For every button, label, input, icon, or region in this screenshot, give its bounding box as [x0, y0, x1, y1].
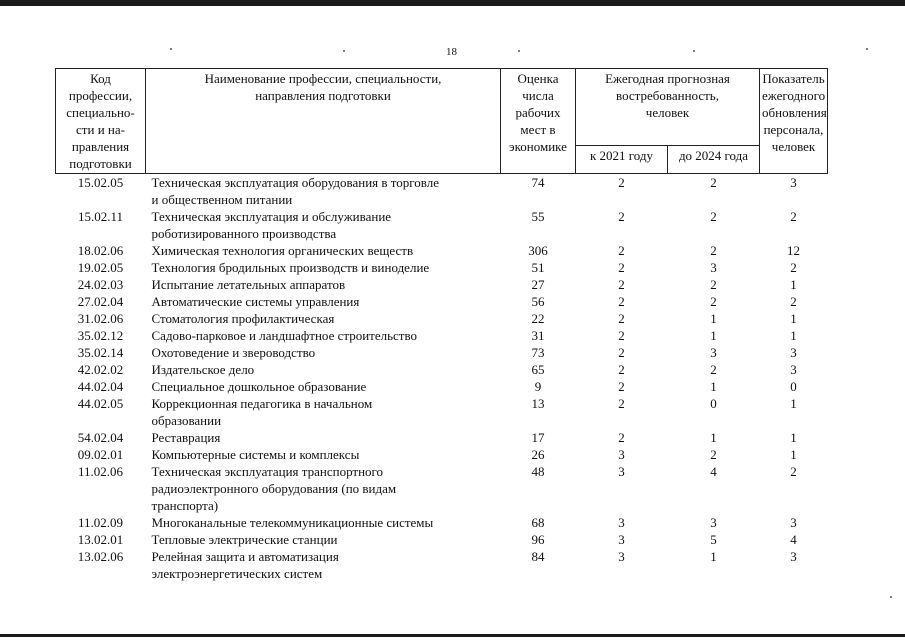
scan-speck — [866, 48, 868, 50]
header-line: подготовки — [69, 156, 132, 171]
row-demand-2021-cell: 3 — [618, 515, 625, 530]
table-row — [56, 276, 828, 293]
row-renewal-cell: 1 — [790, 396, 797, 411]
row-name-line: электроэнергетических систем — [151, 566, 323, 581]
row-name-line: образовании — [151, 413, 222, 428]
header-renewal — [760, 69, 828, 174]
row-code-cell: 24.02.03 — [77, 277, 124, 292]
row-name-cell: Автоматические системы управления — [151, 294, 360, 309]
row-name-line: транспорта) — [151, 498, 219, 513]
row-renewal-cell: 2 — [790, 260, 797, 275]
row-code-cell: 11.02.06 — [77, 464, 124, 479]
row-demand-2024-cell: 2 — [710, 277, 717, 292]
row-renewal-cell: 1 — [790, 430, 797, 445]
row-demand-2021-cell: 2 — [618, 311, 625, 326]
header-line: Код — [90, 71, 111, 86]
row-name-line: и общественном питании — [151, 192, 293, 207]
row-code-cell: 18.02.06 — [77, 243, 124, 258]
table-row — [56, 395, 828, 429]
row-demand-2024-cell: 3 — [710, 345, 717, 360]
row-demand-2024-cell: 1 — [710, 311, 717, 326]
row-demand-2021-cell: 2 — [618, 209, 625, 224]
row-estimate-cell: 68 — [531, 515, 545, 530]
header-code — [56, 69, 146, 174]
header-line: специально- — [66, 105, 135, 120]
header-line: человек — [645, 105, 690, 120]
table-row — [56, 174, 828, 209]
row-name-cell: Испытание летательных аппаратов — [151, 277, 346, 292]
header-line: правления — [71, 139, 130, 154]
table-body — [56, 174, 828, 583]
row-demand-2024-cell: 3 — [710, 260, 717, 275]
header-line: направления подготовки — [255, 88, 391, 103]
header-to-2024: до 2024 года — [668, 145, 760, 173]
row-estimate-cell: 22 — [531, 311, 545, 326]
table-row — [56, 378, 828, 395]
table-row — [56, 531, 828, 548]
row-renewal-cell: 1 — [790, 277, 797, 292]
table-row — [56, 463, 828, 514]
row-demand-2021-cell: 2 — [618, 345, 625, 360]
row-code-cell: 27.02.04 — [77, 294, 124, 309]
row-code-cell: 44.02.04 — [77, 379, 124, 394]
header-line: Ежегодная прогнозная — [605, 71, 730, 86]
row-renewal-cell: 4 — [790, 532, 797, 547]
row-renewal-cell: 1 — [790, 447, 797, 462]
row-name-cell: Специальное дошкольное образование — [151, 379, 367, 394]
row-demand-2024-cell: 2 — [710, 362, 717, 377]
header-line: числа — [522, 88, 554, 103]
row-name-line: Техническая эксплуатация оборудования в торговле — [151, 175, 440, 190]
row-name-line: Коррекционная педагогика в начальном — [151, 396, 373, 411]
page-number: 18 — [446, 46, 457, 58]
row-renewal-cell: 2 — [790, 464, 797, 479]
row-name-line: радиоэлектронного оборудования (по видам — [151, 481, 397, 496]
row-renewal-cell: 3 — [790, 549, 797, 564]
row-name-cell: Тепловые электрические станции — [151, 532, 338, 547]
scan-speck — [170, 48, 172, 50]
header-line: Оценка — [517, 71, 559, 86]
row-demand-2021-cell: 2 — [618, 379, 625, 394]
row-code-cell: 13.02.06 — [77, 549, 124, 564]
top-scan-border — [0, 0, 905, 6]
scan-speck — [343, 50, 345, 52]
table-row — [56, 310, 828, 327]
row-name-cell — [146, 174, 501, 209]
row-name-cell: Многоканальные телекоммуникационные системы — [151, 515, 434, 530]
row-demand-2021-cell: 3 — [618, 447, 625, 462]
header-line: сти и на- — [76, 122, 125, 137]
header-line: человек — [771, 139, 816, 154]
row-demand-2024-cell: 0 — [710, 396, 717, 411]
row-code-cell: 11.02.09 — [77, 515, 124, 530]
header-line: мест в — [520, 122, 556, 137]
row-demand-2024-cell: 2 — [710, 243, 717, 258]
row-renewal-cell: 1 — [790, 328, 797, 343]
row-demand-2021-cell: 2 — [618, 328, 625, 343]
table-row — [56, 242, 828, 259]
row-estimate-cell: 27 — [531, 277, 545, 292]
professions-table — [55, 68, 828, 582]
row-demand-2021-cell: 2 — [618, 277, 625, 292]
row-name-cell — [146, 395, 501, 429]
header-line: экономике — [509, 139, 567, 154]
row-demand-2021-cell: 2 — [618, 430, 625, 445]
header-line: персонала, — [763, 122, 824, 137]
row-code-cell: 13.02.01 — [77, 532, 124, 547]
row-estimate-cell: 51 — [531, 260, 545, 275]
row-code-cell: 35.02.14 — [77, 345, 124, 360]
table-row — [56, 548, 828, 582]
row-demand-2021-cell: 3 — [618, 532, 625, 547]
row-renewal-cell: 3 — [790, 362, 797, 377]
row-demand-2024-cell: 2 — [710, 447, 717, 462]
row-name-line: Техническая эксплуатация и обслуживание — [151, 209, 392, 224]
row-estimate-cell: 73 — [531, 345, 545, 360]
row-name-cell: Издательское дело — [151, 362, 255, 377]
row-demand-2024-cell: 2 — [710, 209, 717, 224]
row-estimate-cell: 26 — [531, 447, 545, 462]
row-demand-2021-cell: 2 — [618, 175, 625, 190]
row-demand-2024-cell: 1 — [710, 549, 717, 564]
row-code-cell: 19.02.05 — [77, 260, 124, 275]
header-estimate — [501, 69, 576, 174]
row-code-cell: 44.02.05 — [77, 396, 124, 411]
row-renewal-cell: 3 — [790, 175, 797, 190]
row-demand-2024-cell: 1 — [710, 379, 717, 394]
row-demand-2021-cell: 2 — [618, 362, 625, 377]
row-estimate-cell: 31 — [531, 328, 545, 343]
bottom-scan-border — [0, 634, 905, 637]
row-name-line: роботизированного производства — [151, 226, 337, 241]
header-name — [146, 69, 501, 174]
scan-speck — [518, 50, 520, 52]
row-demand-2024-cell: 1 — [710, 328, 717, 343]
row-demand-2024-cell: 2 — [710, 294, 717, 309]
row-name-cell: Садово-парковое и ландшафтное строительство — [151, 328, 418, 343]
header-line: обновления — [762, 105, 827, 120]
row-demand-2021-cell: 3 — [618, 549, 625, 564]
header-line: Наименование профессии, специальности, — [204, 71, 442, 86]
row-renewal-cell: 3 — [790, 345, 797, 360]
row-code-cell: 31.02.06 — [77, 311, 124, 326]
row-demand-2024-cell: 2 — [710, 175, 717, 190]
row-renewal-cell: 2 — [790, 294, 797, 309]
row-name-cell: Охотоведение и звероводство — [151, 345, 316, 360]
row-estimate-cell: 96 — [531, 532, 545, 547]
row-demand-2021-cell: 2 — [618, 396, 625, 411]
row-demand-2021-cell: 2 — [618, 260, 625, 275]
row-name-cell: Химическая технология органических веществ — [151, 243, 414, 258]
table-row — [56, 327, 828, 344]
row-estimate-cell: 55 — [531, 209, 545, 224]
header-line: рабочих — [515, 105, 561, 120]
table-row — [56, 429, 828, 446]
row-renewal-cell: 12 — [787, 243, 801, 258]
row-code-cell: 42.02.02 — [77, 362, 124, 377]
header-demand — [576, 69, 760, 146]
row-demand-2024-cell: 1 — [710, 430, 717, 445]
header-line: ежегодного — [762, 88, 826, 103]
row-estimate-cell: 9 — [534, 379, 542, 394]
row-demand-2021-cell: 2 — [618, 243, 625, 258]
row-estimate-cell: 17 — [531, 430, 545, 445]
row-demand-2021-cell: 3 — [618, 464, 625, 479]
row-demand-2021-cell: 2 — [618, 294, 625, 309]
row-name-line: Релейная защита и автоматизация — [151, 549, 339, 564]
row-name-cell: Технология бродильных производств и виноделие — [151, 260, 430, 275]
row-name-cell — [146, 208, 501, 242]
row-renewal-cell: 3 — [790, 515, 797, 530]
row-estimate-cell: 13 — [531, 396, 545, 411]
row-name-cell: Компьютерные системы и комплексы — [151, 447, 360, 462]
row-name-cell — [146, 548, 501, 582]
table-header — [56, 69, 828, 174]
header-line: Показатель — [762, 71, 825, 86]
row-estimate-cell: 65 — [531, 362, 545, 377]
table-row — [56, 514, 828, 531]
row-code-cell: 15.02.11 — [77, 209, 124, 224]
row-demand-2024-cell: 3 — [710, 515, 717, 530]
row-code-cell: 09.02.01 — [77, 447, 124, 462]
row-code-cell: 54.02.04 — [77, 430, 124, 445]
table-row — [56, 361, 828, 378]
row-demand-2024-cell: 5 — [710, 532, 717, 547]
row-estimate-cell: 74 — [531, 175, 545, 190]
row-estimate-cell: 84 — [531, 549, 545, 564]
row-renewal-cell: 1 — [790, 311, 797, 326]
row-renewal-cell: 0 — [790, 379, 797, 394]
header-line: профессии, — [68, 88, 133, 103]
row-estimate-cell: 306 — [528, 243, 548, 258]
header-line: востребованность, — [616, 88, 719, 103]
scan-speck — [693, 50, 695, 52]
row-estimate-cell: 56 — [531, 294, 545, 309]
row-name-cell — [146, 463, 501, 514]
table-row — [56, 259, 828, 276]
row-code-cell: 35.02.12 — [77, 328, 124, 343]
row-name-line: Техническая эксплуатация транспортного — [151, 464, 384, 479]
table-row — [56, 208, 828, 242]
row-code-cell: 15.02.05 — [77, 175, 124, 190]
row-name-cell: Стоматология профилактическая — [151, 311, 335, 326]
row-name-cell: Реставрация — [151, 430, 221, 445]
scan-speck — [890, 596, 892, 598]
header-to-2021: к 2021 году — [576, 145, 668, 173]
table-row — [56, 446, 828, 463]
table-row — [56, 293, 828, 310]
row-estimate-cell: 48 — [531, 464, 545, 479]
table-row — [56, 344, 828, 361]
row-renewal-cell: 2 — [790, 209, 797, 224]
row-demand-2024-cell: 4 — [710, 464, 717, 479]
